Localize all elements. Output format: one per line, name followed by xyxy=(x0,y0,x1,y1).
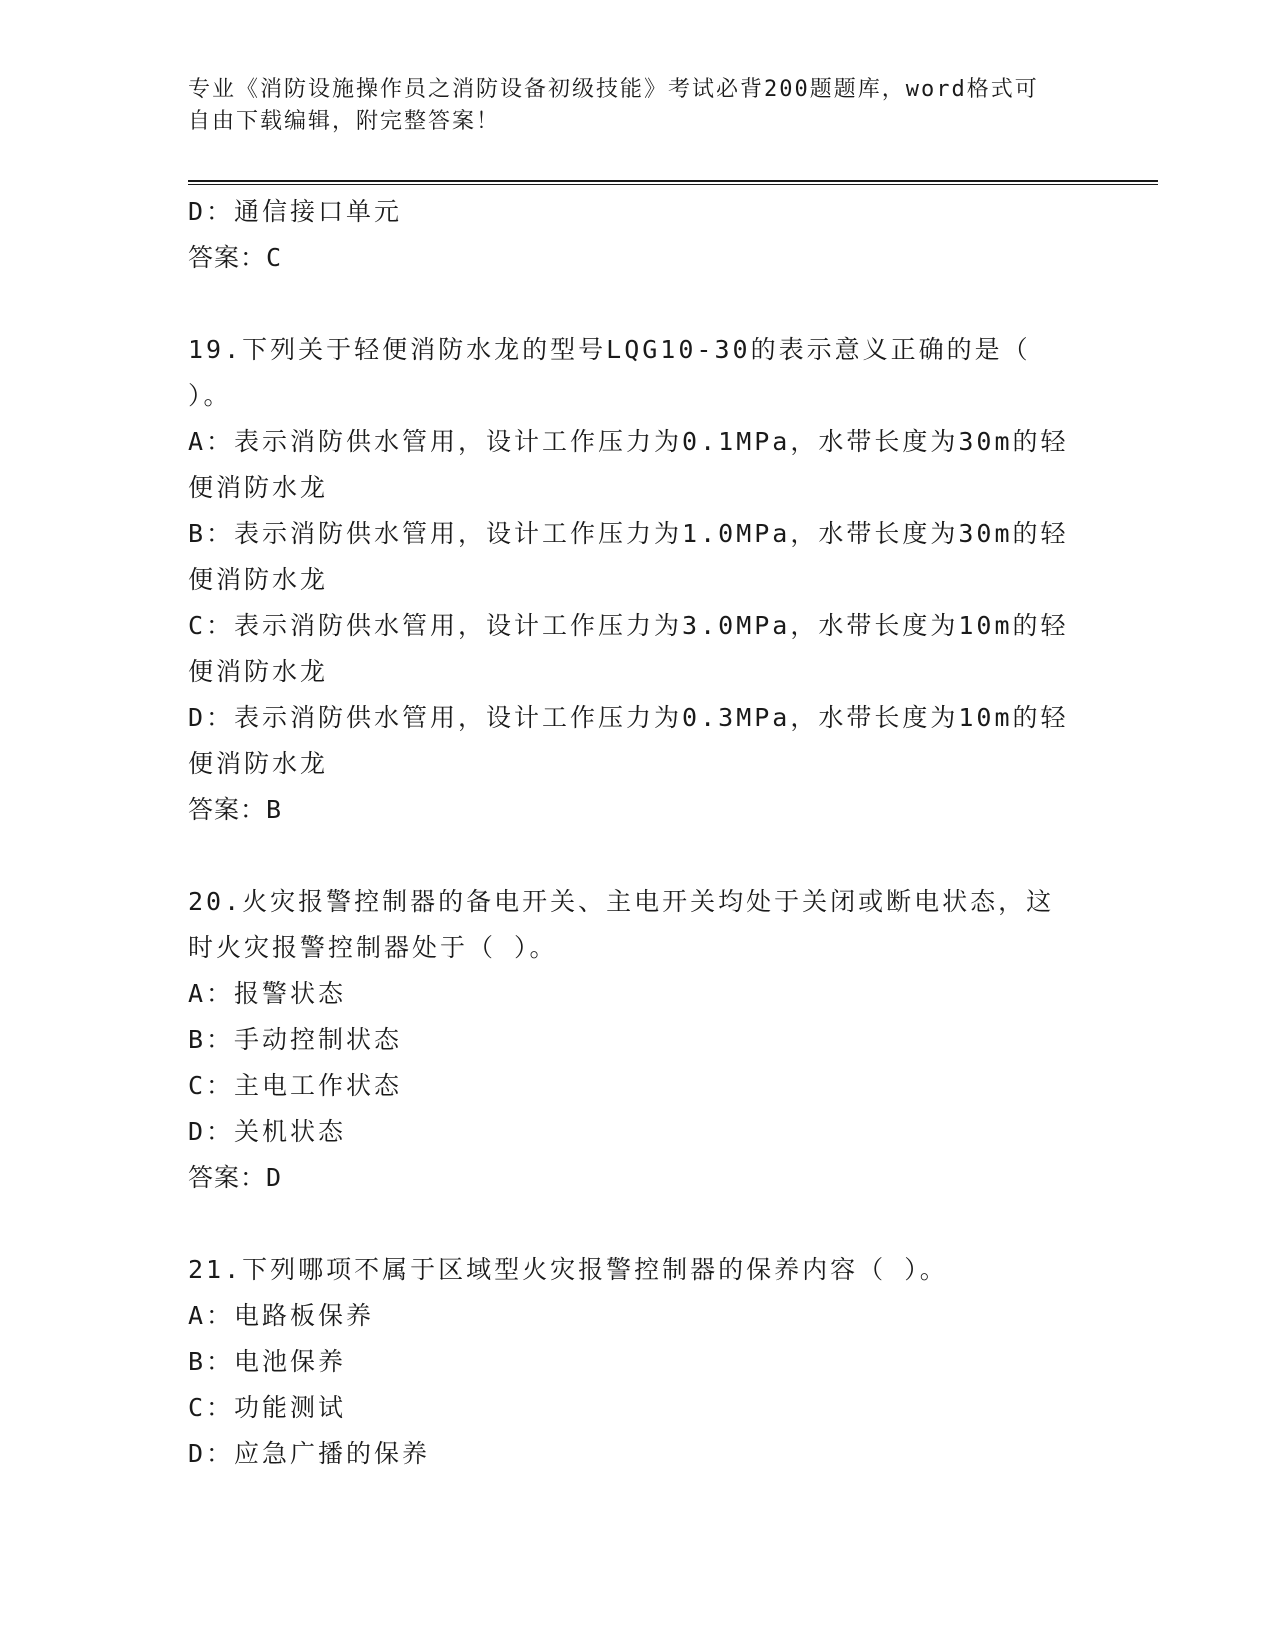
q19-option-d-line-1: D：表示消防供水管用，设计工作压力为0.3MPa，水带长度为10m的轻 xyxy=(188,703,1069,732)
q19-option-a-line-1: A：表示消防供水管用，设计工作压力为0.1MPa，水带长度为30m的轻 xyxy=(188,427,1069,456)
question-list xyxy=(188,189,1088,1477)
header-divider-thin xyxy=(188,184,1158,185)
q20-stem-line-2: 时火灾报警控制器处于（ ）。 xyxy=(188,933,558,962)
q20-answer: 答案：D xyxy=(188,1163,283,1192)
header-line-2: 自由下载编辑，附完整答案！ xyxy=(188,109,501,134)
q19-option-c-line-1: C：表示消防供水管用，设计工作压力为3.0MPa，水带长度为10m的轻 xyxy=(188,611,1069,640)
q21-stem: 21.下列哪项不属于区域型火灾报警控制器的保养内容（ ）。 xyxy=(188,1255,948,1284)
q19-option-a-line-2: 便消防水龙 xyxy=(188,473,329,502)
document-header xyxy=(188,74,1088,138)
q19-stem-line-1: 19.下列关于轻便消防水龙的型号LQG10-30的表示意义正确的是（ xyxy=(188,335,1031,364)
q19-option-d-line-2: 便消防水龙 xyxy=(188,749,329,778)
spacer xyxy=(188,833,1088,879)
q21-option-c: C：功能测试 xyxy=(188,1393,347,1422)
q19-option-b-line-1: B：表示消防供水管用，设计工作压力为1.0MPa，水带长度为30m的轻 xyxy=(188,519,1069,548)
q19-option-b-line-2: 便消防水龙 xyxy=(188,565,329,594)
q19-option-c-line-2: 便消防水龙 xyxy=(188,657,329,686)
header-line-1: 专业《消防设施操作员之消防设备初级技能》考试必背200题题库，word格式可 xyxy=(188,77,1039,102)
q21-option-d: D：应急广播的保养 xyxy=(188,1439,431,1468)
prev-answer: 答案：C xyxy=(188,243,283,272)
q20-option-a: A：报警状态 xyxy=(188,979,347,1008)
q21-option-a: A：电路板保养 xyxy=(188,1301,375,1330)
spacer xyxy=(188,281,1088,327)
spacer xyxy=(188,1201,1088,1247)
header-divider-thick xyxy=(188,180,1158,182)
q21-option-b: B：电池保养 xyxy=(188,1347,347,1376)
q20-option-c: C：主电工作状态 xyxy=(188,1071,403,1100)
q20-option-d: D：关机状态 xyxy=(188,1117,347,1146)
q20-stem-line-1: 20.火灾报警控制器的备电开关、主电开关均处于关闭或断电状态，这 xyxy=(188,887,1055,916)
q20-option-b: B：手动控制状态 xyxy=(188,1025,403,1054)
prev-option-d: D：通信接口单元 xyxy=(188,197,403,226)
q19-stem-line-2: ）。 xyxy=(188,381,232,410)
q19-answer: 答案：B xyxy=(188,795,283,824)
